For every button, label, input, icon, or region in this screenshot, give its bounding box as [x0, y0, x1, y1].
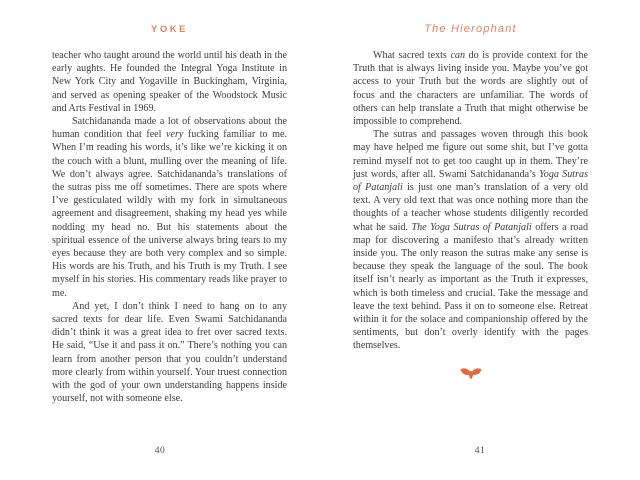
- italic-text-run: very: [166, 129, 184, 141]
- text-run: offers a road map for discovering a manifesto that’s already written inside you. The only reason the sutras make any sense is because they speak the language of the soul. The book itself isn’t nearly as important as the Truth it expresses, which is both timeless and crucial. Take the message and leave the text behind. Pass it on to someone else. Retreat within it for the solace and companionship offered by the sentiments, but don’t overly identify with the pages themselves.: [353, 221, 588, 352]
- italic-text-run: The Yoga Sutras of Patanjali: [411, 221, 532, 233]
- body-paragraph: [52, 300, 287, 406]
- body-paragraph: [52, 115, 287, 300]
- right-page-body: [353, 49, 588, 353]
- body-paragraph: [353, 49, 588, 128]
- left-page-number: 40: [154, 446, 166, 456]
- italic-text-run: Yoga Sutras of Patanjali: [353, 168, 589, 194]
- left-page-body: [52, 49, 287, 405]
- moth-icon: [460, 367, 482, 380]
- chapter-title-header: The Hierophant: [424, 23, 517, 35]
- left-running-head: [52, 22, 287, 36]
- text-run: And yet, I don’t think I need to hang on to any sacred texts for dear life. Even Swami Satchidananda didn’t think it was a great idea to fret over sacred texts. He said, “Use it and pass it on.” There’s nothing you can learn from another person that you couldn’t understand more clearly from within yourself. Your truest connection with the god of your own understanding happens inside yourself, not with someone else.: [52, 300, 287, 405]
- text-run: teacher who taught around the world until his death in the early aughts. He founded the Integral Yoga Institute in New York City and Yogaville in Buckingham, Virginia, and served as opening speaker of the Woodstock Music and Arts Festival in 1969.: [52, 50, 287, 114]
- text-run: is just one man’s translation of a very old text. A very old text that was once nothing more than the thoughts of a teacher whose students diligently recorded what he said.: [353, 182, 588, 233]
- right-running-head: [353, 22, 588, 36]
- book-title-header: YOKE: [151, 24, 188, 35]
- right-page-number: 41: [474, 446, 486, 456]
- section-break-ornament: [353, 367, 588, 380]
- text-run: do is provide context for the Truth that is always living inside you. Maybe you’ve got access to your Truth but the words are slightly out of focus and the characters are unfamiliar. The words of others can help translate a Truth that might otherwise be impossible to comprehend.: [353, 50, 588, 128]
- text-run: The sutras and passages woven through this book may have helped me figure out some shit, but I’ve gotta remind myself not to get too caught up in them. They’re just words, after all. Swami Satchidananda’s: [353, 129, 588, 180]
- text-run: What sacred texts: [373, 50, 451, 61]
- text-run: fucking familiar to me. When I’m reading his words, it’s like we’re kicking it on the couch with a blunt, mulling over the meaning of life. We don’t always agree. Satchidananda’s translations of the sutras piss me off sometimes. There are spots where I’ve gesticulated wildly with my fork in simultaneous agreement and disagreement, shaking my head yes while nodding my head no. But his statements about the spiritual essence of the universe always bring tears to my eyes because they are both very complex and so simple. His words are his Truth, and his Truth is my Truth. I see myself in his stories. His commentary reads like prayer to me.: [52, 129, 287, 299]
- italic-text-run: can: [450, 50, 466, 61]
- text-run: Satchidananda made a lot of observations about the human condition that feel: [52, 116, 287, 141]
- body-paragraph: [353, 128, 588, 352]
- body-paragraph: [52, 49, 287, 115]
- right-page: [320, 0, 640, 480]
